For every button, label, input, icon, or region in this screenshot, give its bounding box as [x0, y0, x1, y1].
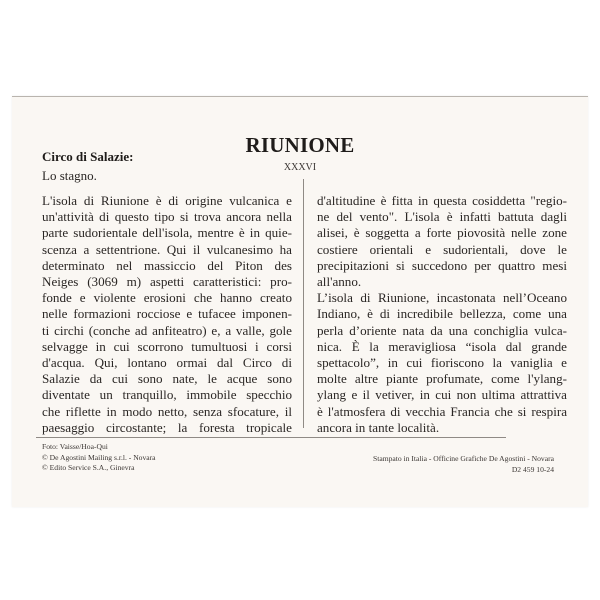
- text-line: d'acqua. Qui, lontano ormai dal Circo di: [42, 355, 292, 371]
- text-line: molte altre piante profumate, come l'ylang-: [317, 371, 567, 387]
- text-line: ancora in tante località.: [317, 419, 440, 435]
- text-line: all'anno.: [317, 274, 362, 290]
- printer-info: [373, 454, 554, 475]
- text-line: precipitazioni si succedono per quattro mesi: [317, 257, 567, 273]
- text-line: scenza a settentrione. Qui il vulcanesimo ha: [42, 241, 292, 257]
- card-number: XXXVI: [283, 162, 317, 173]
- left-column-text: [42, 193, 292, 436]
- text-line: diventate un tranquillo, immobile specchio: [42, 387, 292, 403]
- text-line: fonde e violente erosioni che hanno creato: [42, 290, 292, 306]
- text-line: spettacolo”, in cui fioriscono la vaniglia e: [317, 355, 567, 371]
- text-line: perla d’oriente nata da una conchiglia vulca-: [317, 322, 567, 338]
- footer-divider: [36, 437, 506, 438]
- text-line: ti circhi (conche ad anfiteatro) e, a valle, gole: [42, 322, 292, 338]
- photo-caption-subtitle: Lo stagno.: [42, 168, 97, 183]
- text-line: costiere orientali e sudorientali, dove le: [317, 241, 567, 257]
- photo-caption-title: Circo di Salazie:: [42, 149, 134, 164]
- text-line: alisei, è soggetta a forte piovosità nelle zone: [317, 225, 567, 241]
- credit-line: Foto: Vaisse/Hoa-Qui: [42, 442, 108, 451]
- text-line: selvagge in cui scorrono tumultuosi i corsi: [42, 338, 292, 354]
- text-line: parte sudorientale dell'isola, mentre è in quie-: [42, 225, 292, 241]
- text-line: che riflette in modo netto, senza sfocature, il: [42, 403, 292, 419]
- column-divider: [303, 179, 304, 428]
- credit-line: © Edito Service S.A., Ginevra: [42, 463, 135, 472]
- text-line: nelle formazioni rocciose e tufacee imponen-: [42, 306, 292, 322]
- info-card: [12, 96, 588, 507]
- card-title: RIUNIONE: [245, 133, 355, 157]
- text-line: un'attività di questo tipo si trova ancora nella: [42, 209, 292, 225]
- credit-line: © De Agostini Mailing s.r.l. - Novara: [42, 452, 156, 462]
- printer-line: Stampato in Italia - Officine Grafiche De Agostini - Novara: [373, 454, 554, 463]
- text-line: Indiano, è di incredibile bellezza, come una: [317, 306, 567, 322]
- text-line: L'isola di Riunione è di origine vulcanica e: [42, 193, 292, 208]
- text-line: ylang e il vetiver, in cui non ultima attrattiva: [317, 387, 567, 403]
- text-line: d'altitudine è fitta in questa cosiddetta "regio-: [317, 193, 567, 208]
- text-line: Salazie da cui sono nate, le acque sono: [42, 371, 292, 387]
- text-line: determinato nel massiccio del Piton des: [42, 257, 292, 273]
- photo-credits: [42, 442, 156, 474]
- text-line: Neiges (3069 m) aspetti caratteristici: pro-: [42, 274, 292, 290]
- text-line: nica. È la meravigliosa “isola dal grande: [317, 338, 567, 354]
- text-line: ne del vento". L'isola è infatti battuta dagli: [317, 209, 567, 225]
- right-column-text: [317, 193, 567, 436]
- text-line: paesaggio circostante; la foresta tropicale: [42, 419, 292, 435]
- catalog-code: D2 459 10-24: [511, 464, 554, 474]
- text-line: è l'atmosfera di vecchia Francia che si respira: [317, 403, 567, 419]
- text-line: L’isola di Riunione, incastonata nell’Oceano: [317, 290, 567, 306]
